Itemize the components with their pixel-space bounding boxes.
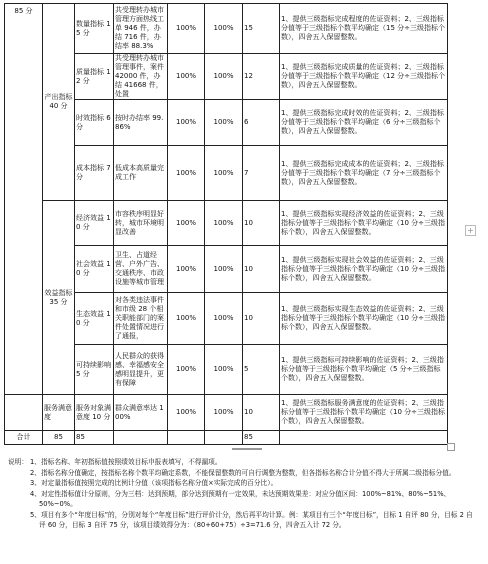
column-resize-marker[interactable] — [232, 448, 262, 450]
target-value: 100% — [168, 100, 205, 146]
metric-value: 共受理转办城市管理事件，案件 42000 件，办结 41668 件，处置 — [114, 54, 168, 100]
metric-value: 群众满意率达 100% — [114, 395, 168, 431]
performance-evaluation-table — [4, 3, 448, 445]
metric-name: 经济效益 10 分 — [75, 201, 114, 246]
total-label: 合计 — [5, 431, 43, 445]
target-value: 100% — [168, 293, 205, 345]
plus-icon[interactable]: + — [465, 225, 476, 236]
metric-value: 按时办结率 99.86% — [114, 100, 168, 146]
metric-value: 人民群众的获得感、幸福感安全感明显提升，更有保障 — [114, 345, 168, 395]
note-item: 4、对定性指标值计分原则，分为三档：达到预期，部分达到预期有一定效果，未达预期效果差：对应分值区间：100%~81%、80%~51%、50%~0%。 — [30, 489, 451, 508]
empty-cell — [5, 395, 43, 431]
score-value: 10 — [243, 395, 280, 431]
score-value: 15 — [243, 4, 280, 54]
target-value: 100% — [168, 201, 205, 246]
scoring-standard: 1、提供三级指标完成质量的佐证资料；2、三级指标分值等于三级指标个数平均确定（12 分÷三级指标个数），四舍五入保留整数。 — [280, 54, 448, 100]
actual-value: 100% — [205, 345, 243, 395]
scoring-standard: 1、提供三级指标完成程度的佐证资料；2、三级指标分值等于三级指标个数平均确定（15 分÷三级指标个数），四舍五入保留整数。 — [280, 4, 448, 54]
empty-cell — [114, 431, 168, 445]
score-value: 12 — [243, 54, 280, 100]
target-value: 100% — [168, 146, 205, 201]
scoring-standard: 1、提供三级指标服务满意度的佐证资料；2、三级指标分值等于三级指标个数平均确定（10 分÷三级指标个数），四舍五入保留整数。 — [280, 395, 448, 431]
group-output: 产出指标 40 分 — [43, 4, 75, 201]
metric-name: 生态效益 10 分 — [75, 293, 114, 345]
total-value-2: 85 — [75, 431, 114, 445]
actual-value: 100% — [205, 4, 243, 54]
actual-value: 100% — [205, 100, 243, 146]
scoring-standard: 1、提供三级指标实现经济效益的佐证资料；2、三级指标分值等于三级指标个数平均确定（10 分÷三级指标个数），四舍五入保留整数。 — [280, 201, 448, 246]
metric-value: 卫生、占道经营、户外广告、交通秩序、市政设施等城市管理 — [114, 246, 168, 293]
metric-name: 质量指标 12 分 — [75, 54, 114, 100]
note-item: 1、指标名称、年初指标值按照绩效目标申报表填写，不得漏项。 — [30, 458, 222, 466]
empty-cell — [168, 431, 205, 445]
target-value: 100% — [168, 246, 205, 293]
metric-name: 时效指标 6 分 — [75, 100, 114, 146]
actual-value: 100% — [205, 395, 243, 431]
notes-section — [8, 457, 478, 531]
total-value-1: 85 — [43, 431, 75, 445]
target-value: 100% — [168, 54, 205, 100]
table-row — [5, 4, 448, 54]
score-value: 6 — [243, 100, 280, 146]
notes-label: 说明： — [8, 458, 29, 466]
group-benefit: 效益指标 35 分 — [43, 201, 75, 395]
score-value: 10 — [243, 246, 280, 293]
total-value-3: 85 — [243, 431, 280, 445]
total-row — [5, 431, 448, 445]
score-cell: 85 分 — [5, 4, 43, 395]
scoring-standard: 1、提供三级指标完成成本的佐证资料；2、三级指标分值等于三级指标个数平均确定（7 分÷三级指标个数），四舍五入保留整数。 — [280, 146, 448, 201]
table-row — [5, 395, 448, 431]
note-item: 2、指标名称分值确定，按指标名称个数平均确定系数，不能保留整数的可自行调整为整数，但各指标名称合计分值不得大于所属二级指标分值。 — [30, 468, 456, 477]
table-row — [5, 201, 448, 246]
metric-name: 数量指标 15 分 — [75, 4, 114, 54]
notes-list — [8, 457, 478, 531]
actual-value: 100% — [205, 293, 243, 345]
note-item: 5、项目有多个“年度目标”的，分别对每个“年度目标”进行评价计分，然后再平均计算。例：某项目有三个“年度目标”，目标 1 自评 80 分，目标 2 自评 60 分，目标 3 自评 75 分，该项目绩效得分为：（80+60+75）÷3=71.6 分，四舍五入计 72 分。 — [30, 510, 473, 529]
empty-cell — [205, 431, 243, 445]
metric-name: 社会效益 10 分 — [75, 246, 114, 293]
metric-name: 可持续影响 5 分 — [75, 345, 114, 395]
group-satisfaction: 服务满意度 — [43, 395, 75, 431]
scoring-standard: 1、提供三级指标完成时效的佐证资料；2、三级指标分值等于三级指标个数平均确定（6 分÷三级指标个数），四舍五入保留整数。 — [280, 100, 448, 146]
score-value: 10 — [243, 201, 280, 246]
target-value: 100% — [168, 345, 205, 395]
score-value: 7 — [243, 146, 280, 201]
actual-value: 100% — [205, 146, 243, 201]
scoring-standard: 1、提供三级指标实现社会效益的佐证资料；2、三级指标分值等于三级指标个数平均确定（10 分÷三级指标个数），四舍五入保留整数。 — [280, 246, 448, 293]
scoring-standard: 1、提供三级指标实现生态效益的佐证资料；2、三级指标分值等于三级指标个数平均确定（10 分÷三级指标个数），四舍五入保留整数。 — [280, 293, 448, 345]
metric-name: 成本指标 7 分 — [75, 146, 114, 201]
metric-value: 对各类违法事件和市级 28 个相关职能部门的案件处置情况进行了通报， — [114, 293, 168, 345]
scoring-standard: 1、提供三级指标可持续影响的佐证资料；2、三级指标分值等于三级指标个数平均确定（5 分÷三级指标个数），四舍五入保留整数。 — [280, 345, 448, 395]
metric-name: 服务对象满意度 10 分 — [75, 395, 114, 431]
resize-handle-icon[interactable] — [447, 443, 455, 451]
note-item: 3、对定量指标值按照完成的比例计分值（该项指标名称分值×实际完成的百分比）。 — [30, 479, 278, 487]
actual-value: 100% — [205, 54, 243, 100]
metric-value: 市容秩序明显好转，城市环境明显改善 — [114, 201, 168, 246]
metric-value: 低成本高质量完成工作 — [114, 146, 168, 201]
metric-value: 共受理转办城市管理方面热线工单 946 件，办结 716 件，办结率 88.3% — [114, 4, 168, 54]
score-value: 10 — [243, 293, 280, 345]
target-value: 100% — [168, 395, 205, 431]
target-value: 100% — [168, 4, 205, 54]
empty-cell — [280, 431, 448, 445]
actual-value: 100% — [205, 201, 243, 246]
actual-value: 100% — [205, 246, 243, 293]
score-value: 5 — [243, 345, 280, 395]
